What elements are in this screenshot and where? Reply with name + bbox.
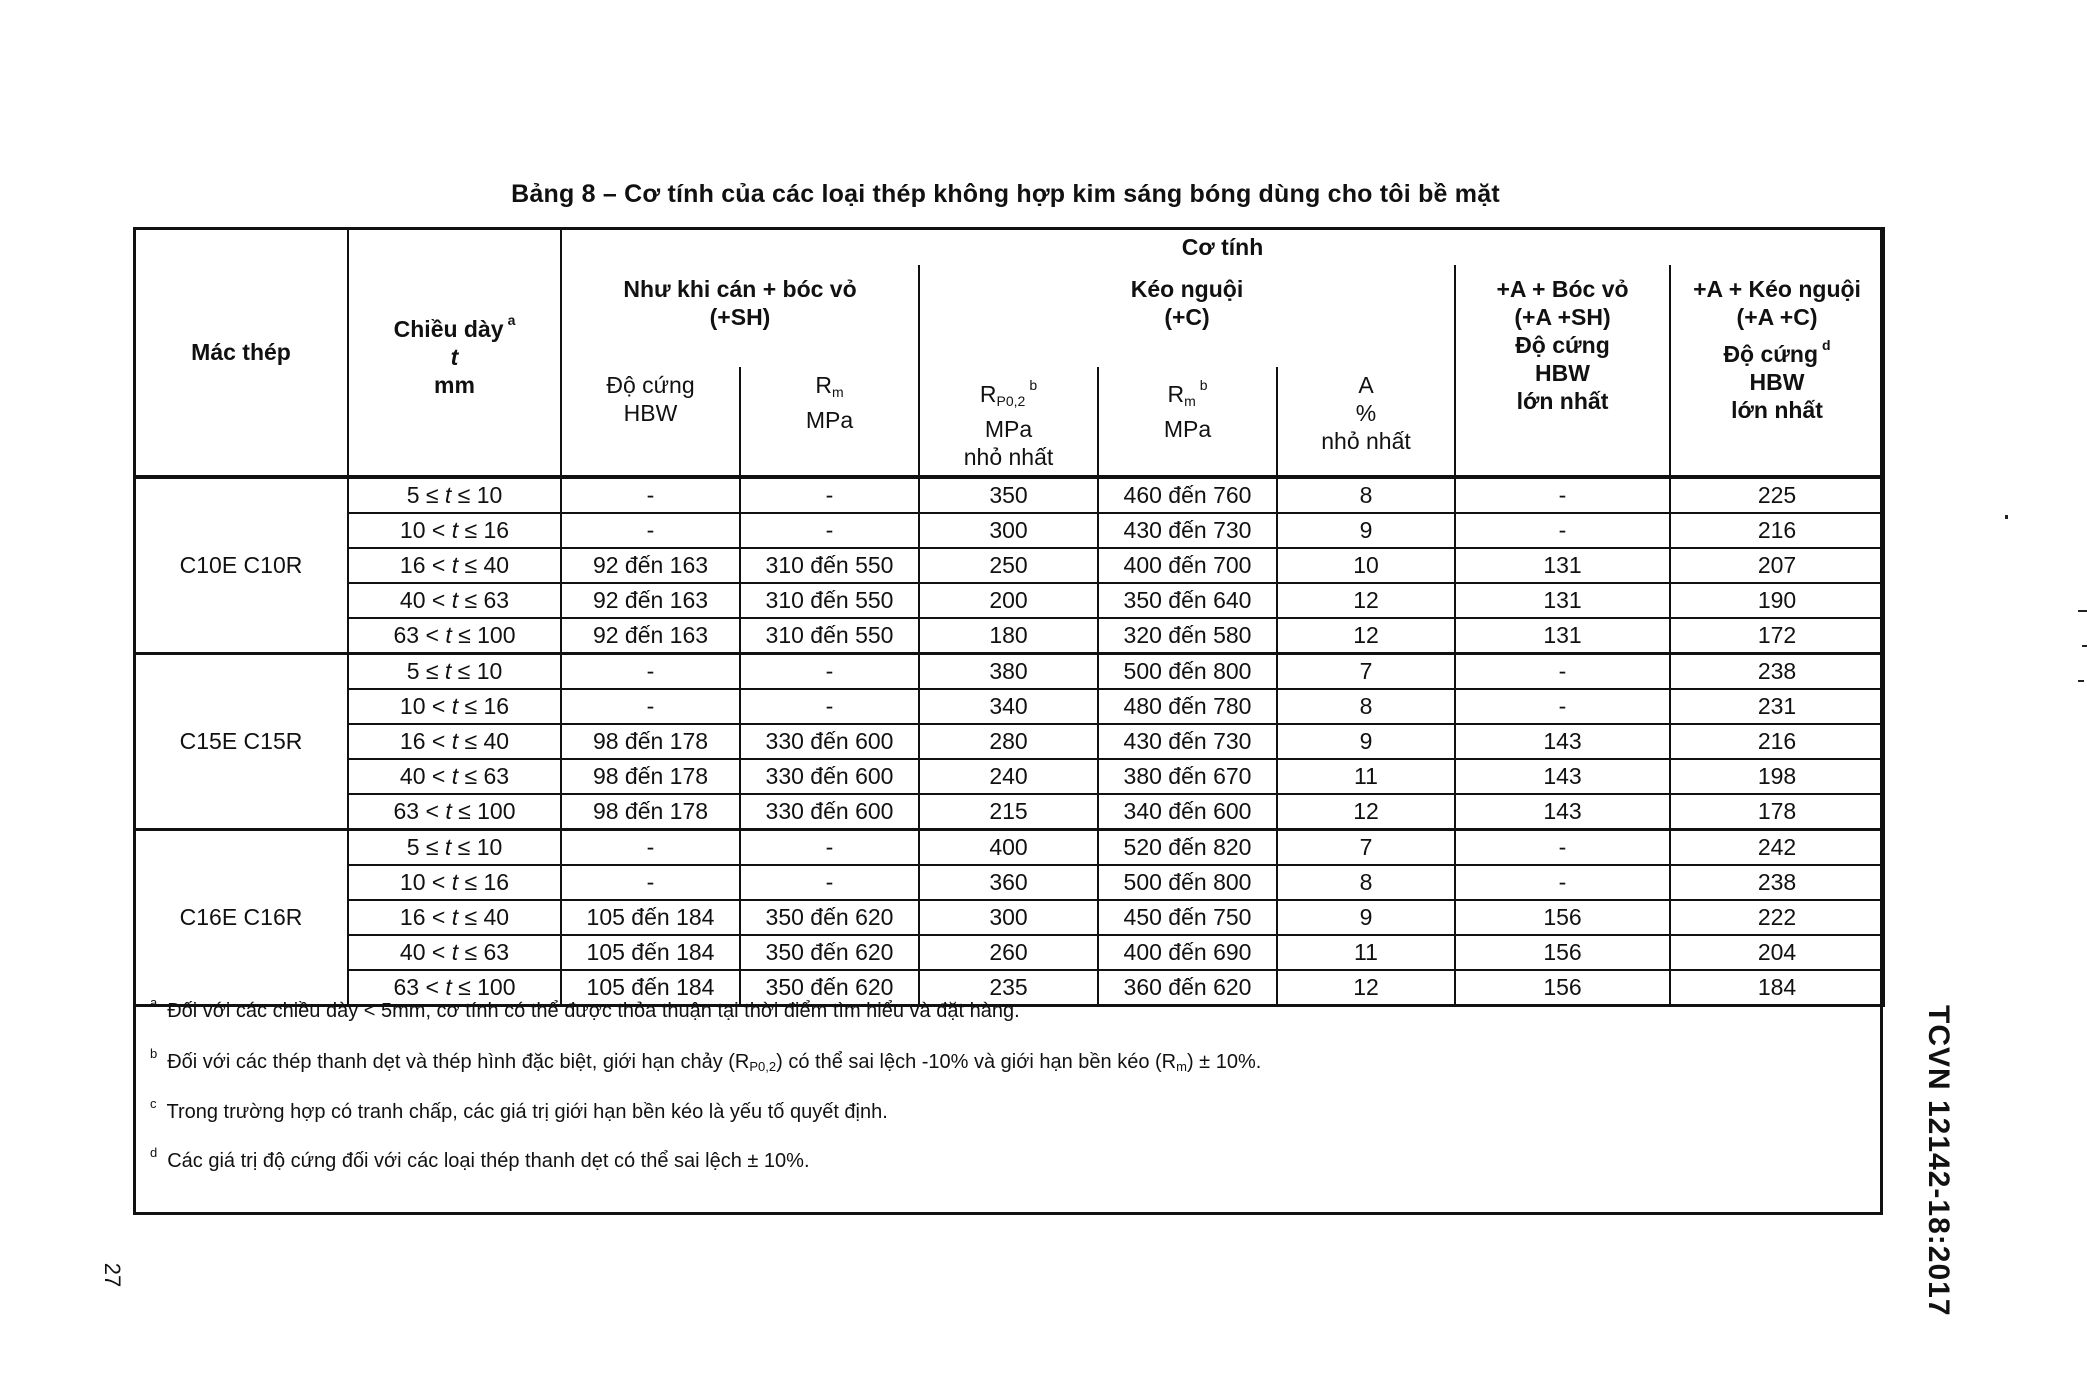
rp02-cell: 180 xyxy=(919,618,1098,654)
rp02-cell: 360 xyxy=(919,865,1098,900)
rm-sh-cell: 310 đến 550 xyxy=(740,548,919,583)
rp02-cell: 280 xyxy=(919,724,1098,759)
thickness-cell: 5 ≤ t ≤ 10 xyxy=(348,654,561,690)
elongation-cell: 12 xyxy=(1277,618,1455,654)
header-cold-drawn: Kéo nguội (+C) xyxy=(919,265,1455,367)
hardness-a-sh-cell: - xyxy=(1455,654,1670,690)
header-rm-c: $R_m^b$ MPa xyxy=(1098,367,1277,477)
hardness-a-sh-cell: 131 xyxy=(1455,548,1670,583)
rp02-cell: 200 xyxy=(919,583,1098,618)
hardness-a-sh-cell: 156 xyxy=(1455,935,1670,970)
thickness-cell: 16 < t ≤ 40 xyxy=(348,724,561,759)
hardness-a-c-cell: 190 xyxy=(1670,583,1884,618)
rm-sh-cell: 330 đến 600 xyxy=(740,759,919,794)
hardness-a-sh-cell: - xyxy=(1455,865,1670,900)
table-row xyxy=(134,935,1884,970)
header-annealed-cold-drawn: +A + Kéo nguội (+A +C) Độ cứng $^d$ HBW lớn nhất xyxy=(1670,265,1884,477)
hardness-a-sh-cell: 143 xyxy=(1455,724,1670,759)
table-row xyxy=(134,654,1884,690)
elongation-cell: 9 xyxy=(1277,900,1455,935)
hardness-sh-cell: 105 đến 184 xyxy=(561,970,740,1006)
rm-sh-cell: - xyxy=(740,689,919,724)
rm-sh-cell: - xyxy=(740,865,919,900)
hardness-a-sh-cell: 156 xyxy=(1455,900,1670,935)
hardness-a-c-cell: 238 xyxy=(1670,865,1884,900)
hardness-a-c-cell: 216 xyxy=(1670,724,1884,759)
footnote-a: $^a$ Đối với các chiều dày < 5mm, cơ tính có thể được thỏa thuận tại thời điểm tìm hiểu và đặt hàng. xyxy=(150,995,1020,1022)
header-annealed-peeled: +A + Bóc vỏ (+A +SH) Độ cứng HBW lớn nhất xyxy=(1455,265,1670,477)
thickness-cell: 63 < t ≤ 100 xyxy=(348,794,561,830)
hardness-sh-cell: 98 đến 178 xyxy=(561,759,740,794)
hardness-a-c-cell: 238 xyxy=(1670,654,1884,690)
header-hardness-sh: Độ cứng HBW xyxy=(561,367,740,477)
hardness-sh-cell: - xyxy=(561,477,740,513)
scan-speck xyxy=(2082,645,2087,647)
thickness-cell: 63 < t ≤ 100 xyxy=(348,970,561,1006)
header-rp02: $R_{P0,2}^b$ MPa nhỏ nhất xyxy=(919,367,1098,477)
rm-c-cell: 520 đến 820 xyxy=(1098,830,1277,866)
table-row xyxy=(134,794,1884,830)
page-number: 27 xyxy=(100,1262,126,1288)
rm-sh-cell: 330 đến 600 xyxy=(740,794,919,830)
hardness-a-c-cell: 204 xyxy=(1670,935,1884,970)
header-mechanical-properties: Cơ tính xyxy=(561,228,1884,265)
elongation-cell: 7 xyxy=(1277,654,1455,690)
thickness-cell: 63 < t ≤ 100 xyxy=(348,618,561,654)
hardness-a-c-cell: 216 xyxy=(1670,513,1884,548)
elongation-cell: 11 xyxy=(1277,935,1455,970)
rm-c-cell: 320 đến 580 xyxy=(1098,618,1277,654)
hardness-a-sh-cell: 143 xyxy=(1455,794,1670,830)
rm-c-cell: 380 đến 670 xyxy=(1098,759,1277,794)
hardness-a-c-cell: 184 xyxy=(1670,970,1884,1006)
rp02-cell: 240 xyxy=(919,759,1098,794)
rm-c-cell: 400 đến 700 xyxy=(1098,548,1277,583)
table-row xyxy=(134,689,1884,724)
rp02-cell: 260 xyxy=(919,935,1098,970)
rp02-cell: 300 xyxy=(919,513,1098,548)
elongation-cell: 7 xyxy=(1277,830,1455,866)
table-row xyxy=(134,618,1884,654)
thickness-cell: 40 < t ≤ 63 xyxy=(348,759,561,794)
elongation-cell: 9 xyxy=(1277,513,1455,548)
steel-grade-cell: C16E C16R xyxy=(134,830,348,1006)
hardness-sh-cell: 98 đến 178 xyxy=(561,724,740,759)
hardness-a-c-cell: 242 xyxy=(1670,830,1884,866)
hardness-sh-cell: - xyxy=(561,830,740,866)
hardness-sh-cell: 105 đến 184 xyxy=(561,900,740,935)
scan-speck xyxy=(2078,610,2087,612)
rm-c-cell: 350 đến 640 xyxy=(1098,583,1277,618)
hardness-a-c-cell: 172 xyxy=(1670,618,1884,654)
rp02-cell: 215 xyxy=(919,794,1098,830)
footnote-c: $^c$ Trong trường hợp có tranh chấp, các giá trị giới hạn bền kéo là yếu tố quyết định. xyxy=(150,1096,888,1123)
rm-c-cell: 500 đến 800 xyxy=(1098,654,1277,690)
thickness-cell: 10 < t ≤ 16 xyxy=(348,689,561,724)
hardness-a-sh-cell: - xyxy=(1455,689,1670,724)
hardness-a-c-cell: 231 xyxy=(1670,689,1884,724)
rp02-cell: 340 xyxy=(919,689,1098,724)
table-row xyxy=(134,900,1884,935)
rm-sh-cell: 350 đến 620 xyxy=(740,935,919,970)
header-thickness: Chiều dày $^a$ t mm xyxy=(348,228,561,477)
elongation-cell: 8 xyxy=(1277,689,1455,724)
thickness-cell: 40 < t ≤ 63 xyxy=(348,935,561,970)
thickness-cell: 5 ≤ t ≤ 10 xyxy=(348,830,561,866)
hardness-sh-cell: 98 đến 178 xyxy=(561,794,740,830)
rm-c-cell: 430 đến 730 xyxy=(1098,513,1277,548)
elongation-cell: 8 xyxy=(1277,477,1455,513)
rm-sh-cell: - xyxy=(740,830,919,866)
hardness-a-sh-cell: 131 xyxy=(1455,583,1670,618)
steel-grade-cell: C15E C15R xyxy=(134,654,348,830)
hardness-a-c-cell: 222 xyxy=(1670,900,1884,935)
rm-c-cell: 450 đến 750 xyxy=(1098,900,1277,935)
hardness-sh-cell: 92 đến 163 xyxy=(561,583,740,618)
rm-sh-cell: 310 đến 550 xyxy=(740,618,919,654)
table-row xyxy=(134,583,1884,618)
rm-sh-cell: 350 đến 620 xyxy=(740,970,919,1006)
rm-c-cell: 480 đến 780 xyxy=(1098,689,1277,724)
header-rm-sh: $R_m$ MPa xyxy=(740,367,919,477)
table-row xyxy=(134,477,1884,513)
footnote-d: $^d$ Các giá trị độ cứng đối với các loại thép thanh dẹt có thể sai lệch ± 10%. xyxy=(150,1145,810,1172)
hardness-a-sh-cell: 131 xyxy=(1455,618,1670,654)
thickness-cell: 40 < t ≤ 63 xyxy=(348,583,561,618)
hardness-a-sh-cell: - xyxy=(1455,513,1670,548)
table-row xyxy=(134,513,1884,548)
hardness-sh-cell: - xyxy=(561,654,740,690)
header-elongation: A % nhỏ nhất xyxy=(1277,367,1455,477)
rp02-cell: 350 xyxy=(919,477,1098,513)
hardness-sh-cell: 105 đến 184 xyxy=(561,935,740,970)
table-body xyxy=(134,477,1884,1006)
rm-c-cell: 360 đến 620 xyxy=(1098,970,1277,1006)
rp02-cell: 235 xyxy=(919,970,1098,1006)
thickness-cell: 16 < t ≤ 40 xyxy=(348,548,561,583)
elongation-cell: 8 xyxy=(1277,865,1455,900)
table-row xyxy=(134,548,1884,583)
rm-c-cell: 340 đến 600 xyxy=(1098,794,1277,830)
hardness-sh-cell: - xyxy=(561,513,740,548)
hardness-sh-cell: - xyxy=(561,689,740,724)
table-title: Bảng 8 – Cơ tính của các loại thép không hợp kim sáng bóng dùng cho tôi bề mặt xyxy=(511,180,1500,208)
rp02-cell: 300 xyxy=(919,900,1098,935)
hardness-a-sh-cell: 156 xyxy=(1455,970,1670,1006)
hardness-a-c-cell: 225 xyxy=(1670,477,1884,513)
elongation-cell: 12 xyxy=(1277,970,1455,1006)
rm-c-cell: 400 đến 690 xyxy=(1098,935,1277,970)
table-row xyxy=(134,865,1884,900)
hardness-sh-cell: 92 đến 163 xyxy=(561,548,740,583)
elongation-cell: 9 xyxy=(1277,724,1455,759)
rm-sh-cell: - xyxy=(740,513,919,548)
thickness-cell: 16 < t ≤ 40 xyxy=(348,900,561,935)
header-steel-grade: Mác thép xyxy=(134,228,348,477)
rm-sh-cell: - xyxy=(740,477,919,513)
elongation-cell: 11 xyxy=(1277,759,1455,794)
hardness-a-sh-cell: - xyxy=(1455,830,1670,866)
rp02-cell: 380 xyxy=(919,654,1098,690)
thickness-cell: 10 < t ≤ 16 xyxy=(348,865,561,900)
table-row xyxy=(134,724,1884,759)
elongation-cell: 12 xyxy=(1277,794,1455,830)
hardness-sh-cell: - xyxy=(561,865,740,900)
standard-code: TCVN 12142-18:2017 xyxy=(1922,1005,1955,1317)
rm-sh-cell: 330 đến 600 xyxy=(740,724,919,759)
elongation-cell: 12 xyxy=(1277,583,1455,618)
steel-grade-cell: C10E C10R xyxy=(134,477,348,654)
hardness-a-c-cell: 207 xyxy=(1670,548,1884,583)
hardness-a-sh-cell: - xyxy=(1455,477,1670,513)
table-row xyxy=(134,830,1884,866)
thickness-cell: 5 ≤ t ≤ 10 xyxy=(348,477,561,513)
rp02-cell: 400 xyxy=(919,830,1098,866)
rm-c-cell: 430 đến 730 xyxy=(1098,724,1277,759)
header-as-rolled-peeled: Như khi cán + bóc vỏ (+SH) xyxy=(561,265,919,367)
thickness-cell: 10 < t ≤ 16 xyxy=(348,513,561,548)
rm-sh-cell: 350 đến 620 xyxy=(740,900,919,935)
scan-speck xyxy=(2078,680,2084,682)
hardness-a-c-cell: 178 xyxy=(1670,794,1884,830)
footnotes xyxy=(140,990,1870,1210)
elongation-cell: 10 xyxy=(1277,548,1455,583)
hardness-a-sh-cell: 143 xyxy=(1455,759,1670,794)
table-row xyxy=(134,759,1884,794)
footnote-b: $^b$ Đối với các thép thanh dẹt và thép hình đặc biệt, giới hạn chảy (RP0,2) có thể sai lệch -10% và giới hạn bền kéo (Rm) ± 10%. xyxy=(150,1046,1262,1074)
rm-sh-cell: - xyxy=(740,654,919,690)
mechanical-properties-table xyxy=(133,227,1885,1007)
rm-c-cell: 500 đến 800 xyxy=(1098,865,1277,900)
hardness-sh-cell: 92 đến 163 xyxy=(561,618,740,654)
scan-speck xyxy=(2005,515,2008,519)
hardness-a-c-cell: 198 xyxy=(1670,759,1884,794)
rm-c-cell: 460 đến 760 xyxy=(1098,477,1277,513)
rm-sh-cell: 310 đến 550 xyxy=(740,583,919,618)
rp02-cell: 250 xyxy=(919,548,1098,583)
